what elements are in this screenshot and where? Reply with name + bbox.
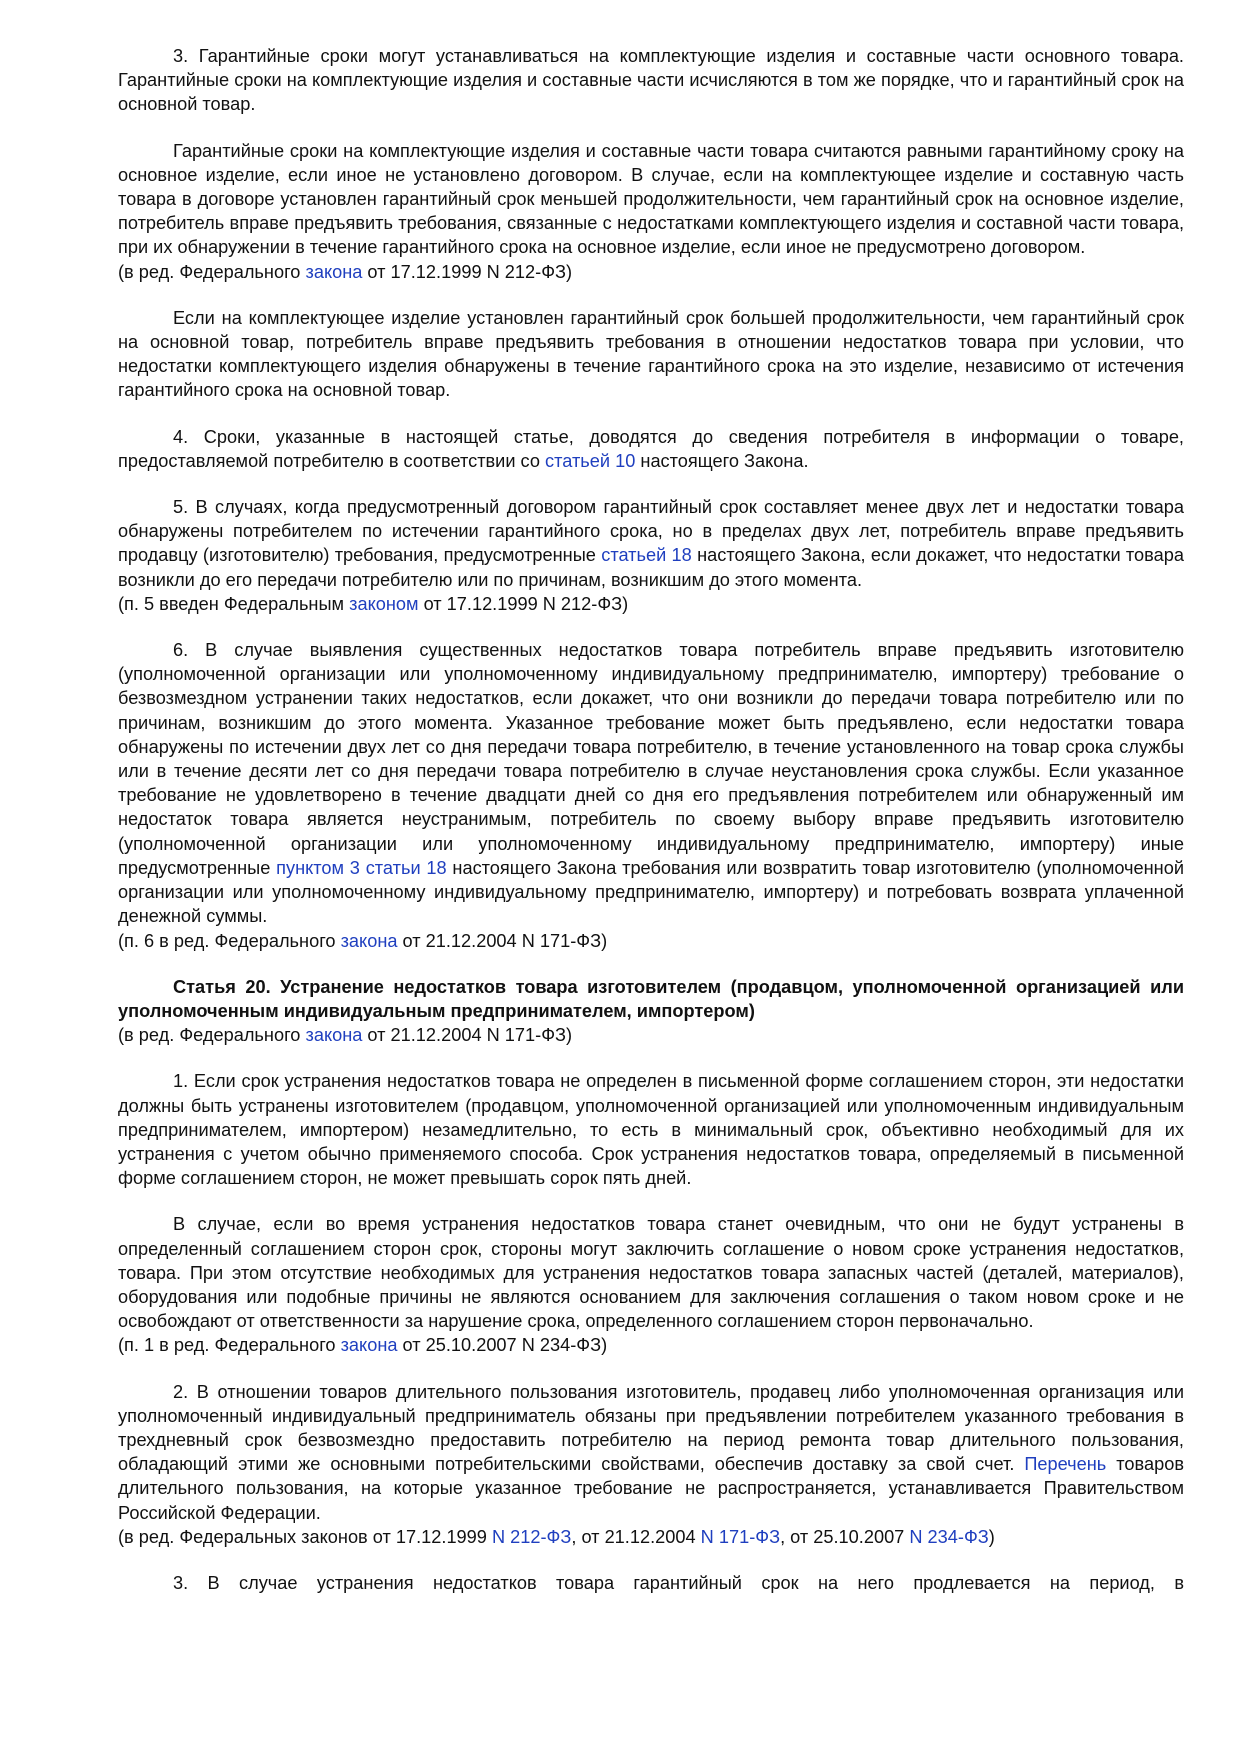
paragraph-text: 3. Гарантийные сроки могут устанавливаться на комплектующие изделия и составные части основного товара. Гарантийные сроки на комплектующие изделия и составные части исчисляются в том же порядке, что и гарантийный срок на основной товар.	[118, 46, 1184, 115]
paragraph-text: 1. Если срок устранения недостатков товара не определен в письменной форме соглашением сторон, эти недостатки должны быть устранены изготовителем (продавцом, уполномоченной организацией или уполномоченным индивидуальным предпринимателем, импортером) незамедлительно, то есть в минимальный срок, объективно необходимый для их устранения с учетом обычно применяемого способа. Срок устранения недостатков товара, определяемый в письменной форме соглашением сторон, не может превышать сорок пять дней.	[118, 1071, 1184, 1189]
paragraph-text: товаров длительного пользования, на которые указанное требование не распространяется, устанавливается Правительством Российской Федерации.	[118, 1454, 1184, 1523]
law-link[interactable]: закона	[340, 930, 398, 951]
paragraph-3-warranty-components	[118, 44, 1184, 117]
law-212-link[interactable]: N 212-ФЗ	[491, 1526, 572, 1547]
paragraph-gap	[118, 616, 1184, 638]
heading-text: Статья 20. Устранение недостатков товара изготовителем (продавцом, уполномоченной организацией или уполномоченным индивидуальным предпринимателем, импортером)	[118, 976, 1184, 1021]
note-text: от 17.12.1999 N 212-ФЗ)	[362, 261, 573, 282]
article-18-link[interactable]: статьей 18	[601, 545, 692, 566]
amendment-note	[118, 929, 1184, 953]
paragraph-text: 2. В отношении товаров длительного пользования изготовитель, продавец либо уполномоченная организация или уполномоченный индивидуальный предприниматель обязаны при предъявлении потребителем указанного требования в трехдневный срок безвозмездно предоставить потребителю на период ремонта товар длительного пользования, обладающий этими же основными потребительскими свойствами, обеспечив доставку за свой счет.	[118, 1381, 1184, 1475]
paragraph-gap	[118, 403, 1184, 425]
note-text: (в ред. Федерального	[118, 261, 306, 282]
paragraph-gap	[118, 1549, 1184, 1571]
note-text: (в ред. Федерального	[118, 1025, 306, 1046]
amendment-note	[118, 1333, 1184, 1357]
paragraph-text: 3. В случае устранения недостатков товара гарантийный срок на него продлевается на период, в	[173, 1572, 1184, 1593]
article-20-heading	[118, 975, 1184, 1023]
paragraph-text: Если на комплектующее изделие установлен гарантийный срок большей продолжительности, чем гарантийный срок на основной товар, потребитель вправе предъявить требования в отношении недостатков товара при условии, что недостатки комплектующего изделия обнаружены в течение гарантийного срока на это изделие, независимо от истечения гарантийного срока на основной товар.	[118, 307, 1184, 401]
paragraph-text: В случае, если во время устранения недостатков товара станет очевидным, что они не будут устранены в определенный соглашением сторон срок, стороны могут заключить соглашение о новом сроке устранения недостатков, товара. При этом отсутствие необходимых для устранения недостатков товара запасных частей (деталей, материалов), оборудования или подобные причины не являются основанием для заключения соглашения о таком новом сроке и не освобождают от ответственности за нарушение срока, определенного соглашением сторон первоначально.	[118, 1214, 1184, 1332]
paragraph-text: настоящего Закона требования или возвратить товар изготовителю (уполномоченной организации или уполномоченному индивидуальному предпринимателю, импортеру) и потребовать возврата уплаченной денежной суммы.	[118, 857, 1184, 927]
amendment-note	[118, 592, 1184, 616]
article-18-point-3-link[interactable]: пунктом 3 статьи 18	[276, 857, 447, 878]
amendment-note	[118, 1525, 1184, 1549]
paragraph-text: 6. В случае выявления существенных недостатков товара потребитель вправе предъявить изготовителю (уполномоченной организации или уполномоченному индивидуальному предпринимателю, импортеру) требование о безвозмездном устранении таких недостатков, если докажет, что они возникли до передачи товара потребителю или по причинам, возникшим до этого момента. Указанное требование может быть предъявлено, если недостатки товара обнаружены по истечении двух лет со дня передачи товара потребителю, в течение установленного на товар срока службы или в течение десяти лет со дня передачи товара потребителю в случае неустановления срока службы. Если указанное требование не удовлетворено в течение двадцати дней со дня его предъявления потребителем или обнаруженный им недостаток товара является неустранимым, потребитель по своему выбору вправе предъявить изготовителю (уполномоченной организации или уполномоченному индивидуальному предпринимателю, импортеру) иные предусмотренные	[118, 640, 1184, 878]
article-10-link[interactable]: статьей 10	[545, 450, 636, 471]
note-text: (п. 5 введен Федеральным	[118, 593, 350, 614]
amendment-note	[118, 1023, 1184, 1047]
paragraph-gap	[118, 1358, 1184, 1380]
note-text: , от 25.10.2007	[780, 1526, 910, 1547]
paragraph-text: 4. Сроки, указанные в настоящей статье, доводятся до сведения потребителя в информации о товаре, предоставляемой потребителю в соответствии со	[118, 426, 1184, 471]
note-text: )	[988, 1526, 995, 1547]
note-text: от 21.12.2004 N 171-ФЗ)	[397, 930, 608, 951]
law-link[interactable]: законом	[349, 593, 419, 614]
paragraph-20-3-warranty-extension	[118, 1571, 1184, 1595]
law-link[interactable]: закона	[340, 1335, 398, 1356]
paragraph-20-2-durable-goods	[118, 1380, 1184, 1525]
paragraph-6-significant-defects	[118, 638, 1184, 928]
paragraph-gap	[118, 1047, 1184, 1069]
note-text: от 21.12.2004 N 171-ФЗ)	[362, 1025, 573, 1046]
paragraph-text: 5. В случаях, когда предусмотренный договором гарантийный срок составляет менее двух лет и недостатки товара обнаружены потребителем по истечении гарантийного срока, но в пределах двух лет, потребитель вправе предъявить продавцу (изготовителю) требования, предусмотренные	[118, 497, 1184, 566]
paragraph-gap	[118, 473, 1184, 495]
paragraph-gap	[118, 117, 1184, 139]
paragraph-gap	[118, 284, 1184, 306]
paragraph-text: настоящего Закона.	[635, 450, 809, 471]
paragraph-5-less-than-two-years	[118, 495, 1184, 592]
paragraph-components-equal-warranty	[118, 139, 1184, 260]
paragraph-text: Гарантийные сроки на комплектующие изделия и составные части товара считаются равными гарантийному сроку на основное изделие, если иное не установлено договором. В случае, если на комплектующее изделие и составную часть товара в договоре установлен гарантийный срок меньшей продолжительности, чем гарантийный срок на основное изделие, потребитель вправе предъявить требования, связанные с недостатками комплектующего изделия и составной части товара, при их обнаружении в течение гарантийного срока на основное изделие, если иное не предусмотрено договором.	[118, 140, 1184, 258]
paragraph-longer-component-warranty	[118, 306, 1184, 403]
paragraph-gap	[118, 1190, 1184, 1212]
paragraph-text: настоящего Закона, если докажет, что недостатки товара возникли до его передачи потребителю или по причинам, возникшим до этого момента.	[118, 545, 1184, 590]
goods-list-link[interactable]: Перечень	[1024, 1454, 1107, 1475]
paragraph-4-terms-information	[118, 425, 1184, 473]
law-234-link[interactable]: N 234-ФЗ	[909, 1526, 989, 1547]
paragraph-20-1-repair-term	[118, 1069, 1184, 1190]
law-link[interactable]: закона	[305, 261, 363, 282]
document-page	[118, 44, 1184, 1595]
note-text: (п. 6 в ред. Федерального	[118, 930, 341, 951]
paragraph-gap	[118, 953, 1184, 975]
law-link[interactable]: закона	[305, 1025, 363, 1046]
amendment-note	[118, 260, 1184, 284]
note-text: от 17.12.1999 N 212-ФЗ)	[418, 593, 629, 614]
note-text: от 25.10.2007 N 234-ФЗ)	[397, 1335, 608, 1356]
law-171-link[interactable]: N 171-ФЗ	[700, 1526, 781, 1547]
note-text: , от 21.12.2004	[571, 1526, 701, 1547]
paragraph-new-term-agreement	[118, 1212, 1184, 1333]
note-text: (в ред. Федеральных законов от 17.12.1999	[118, 1526, 492, 1547]
note-text: (п. 1 в ред. Федерального	[118, 1335, 341, 1356]
